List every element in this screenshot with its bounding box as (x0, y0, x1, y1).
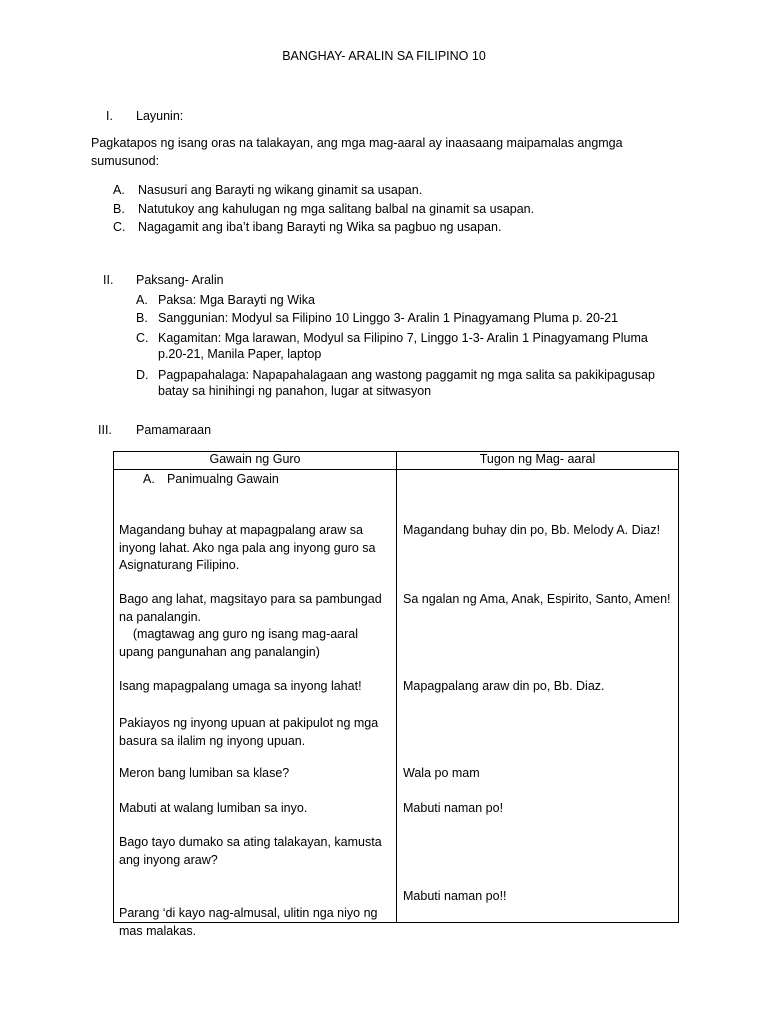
paksa-item (136, 309, 618, 327)
teacher-line-group (119, 591, 389, 661)
teacher-line: Bago ang lahat, magsitayo para sa pambungad (119, 592, 382, 606)
paksa-text: Sanggunian: Modyul sa Filipino 10 Linggo 3- Aralin 1 Pinagyamang Pluma p. 20-21 (158, 311, 619, 325)
section-number: II. (103, 273, 114, 287)
table-row (114, 470, 679, 923)
teacher-activities-cell (114, 470, 397, 938)
teacher-line: Asignaturang Filipino. (119, 558, 240, 572)
teacher-line: upang pangunahan ang panalangin) (119, 644, 320, 659)
paksa-letter: B. (136, 311, 148, 325)
objective-item (113, 202, 534, 216)
teacher-line: Pakiayos ng inyong upuan at pakipulot ng mga (119, 716, 379, 730)
section-paksang-aralin (103, 273, 224, 287)
section-heading: Layunin: (136, 109, 184, 123)
teacher-line-group (119, 765, 389, 783)
document-title: BANGHAY- ARALIN SA FILIPINO 10 (282, 49, 486, 63)
teacher-line: Parang ‘di kayo nag-almusal, ulitіn nga niyo ng (119, 906, 378, 920)
section-number: I. (106, 109, 113, 123)
teacher-line-group (119, 678, 389, 696)
teacher-line: na panalangin. (119, 609, 202, 624)
teacher-line-group (119, 800, 389, 818)
paksa-letter: C. (136, 331, 149, 345)
lesson-procedure-table (113, 451, 679, 938)
student-response: Wala po mam (403, 766, 480, 780)
section-layunin (106, 109, 183, 123)
objective-text: Nasusuri ang Baraytі ng wikang ginamit sa usapan. (138, 183, 423, 197)
paksa-letter: D. (136, 368, 149, 382)
teacher-line: Mabutі at walang lumiban sa inyo. (119, 801, 308, 815)
subheading-text: Panimualng Gawain (167, 472, 279, 486)
objective-item (113, 183, 422, 197)
section-heading: Paksang- Aralin (136, 273, 224, 287)
teacher-line: basura sa ilalim ng inyong upuan. (119, 733, 306, 748)
student-responses-cell (397, 470, 679, 923)
teacher-line: (magtawag ang guro ng isang mag-aaral (119, 627, 359, 641)
teacher-line: inyong lahat. Ako nga pala ang inyong guro sa (119, 540, 376, 555)
subheading-letter: A. (143, 472, 155, 486)
paksa-text-continued: batay sa hinihingi ng panahon, lugar at sitwasyon (158, 384, 432, 398)
paksa-text: Kagamitan: Mga larawan, Modyul sa Filipino 7, Linggo 1-3- Aralin 1 Pinagyamang Pluma (158, 331, 648, 345)
student-response: Mabutі naman po! (403, 801, 504, 815)
objective-letter: A. (113, 183, 125, 197)
teacher-line-group (119, 522, 389, 575)
paksa-letter: A. (136, 293, 148, 307)
objective-letter: B. (113, 202, 125, 216)
column-header-teacher: Gawain ng Guro (114, 452, 397, 470)
paksa-item (136, 291, 315, 309)
paksa-item (136, 366, 655, 384)
teacher-line: Isang mapagpalang umaga sa inyong lahat! (119, 679, 362, 693)
intro-text-line-1: Pagkatapos ng isang oras na talakayan, ang mga mag-aaral ay inaasaang maipamalas angmga (91, 136, 623, 150)
objective-letter: C. (113, 220, 126, 234)
student-response: Sa ngalan ng Ama, Anak, Espirito, Santo, Amen! (403, 592, 671, 606)
student-response: Mabutі naman po!! (403, 889, 507, 903)
section-pamamaraan (98, 423, 211, 437)
student-response: Magandang buhay din po, Bb. Melody A. Diaz! (403, 523, 661, 537)
column-header-student: Tugon ng Mag- aaral (397, 452, 679, 470)
subheading (143, 472, 279, 486)
section-number: III. (98, 423, 112, 437)
section-heading: Pamamaraan (136, 423, 212, 437)
teacher-line: Meron bang lumiban sa klase? (119, 766, 290, 780)
paksa-item (136, 329, 648, 347)
teacher-line: mas malakas. (119, 923, 197, 938)
teacher-line-group (119, 715, 389, 750)
teacher-line-group (119, 905, 389, 940)
table-header-row (114, 452, 679, 470)
teacher-line: Magandang buhay at mapagpalang araw sa (119, 523, 363, 537)
paksa-text: Paksa: Mga Baraytі ng Wika (158, 293, 316, 307)
objective-text: Natutukoy ang kahulugan ng mga salitang balbal na ginamit sa usapan. (138, 202, 535, 216)
paksa-text: Pagpapahalaga: Napapahalagaan ang wastong paggamit ng mga salita sa pakikipagusap (158, 368, 655, 382)
teacher-line-group (119, 834, 389, 869)
student-response: Mapagpalang araw din po, Bb. Diaz. (403, 679, 605, 693)
objective-item (113, 220, 501, 234)
intro-text-line-2: sumusunod: (91, 154, 160, 168)
objective-text: Nagagamit ang iba’t ibang Baraytі ng Wika sa pagbuo ng usapan. (138, 220, 502, 234)
paksa-text-continued: p.20-21, Manila Paper, laptop (158, 347, 322, 361)
teacher-line: ang inyong araw? (119, 852, 218, 867)
teacher-line: Bago tayo dumako sa atіng talakayan, kamusta (119, 835, 382, 849)
